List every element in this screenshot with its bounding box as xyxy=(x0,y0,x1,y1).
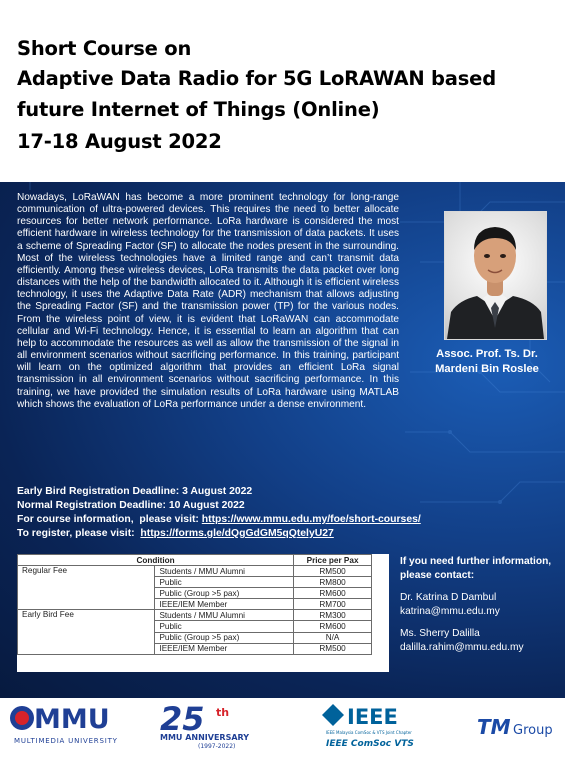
fee-category: Public (Group >5 pax) xyxy=(155,632,294,643)
anniv-years: (1997-2022) xyxy=(198,743,236,750)
fee-category: IEEE/IEM Member xyxy=(155,599,294,610)
anniversary-logo xyxy=(160,700,249,750)
fee-price: RM600 xyxy=(294,621,372,632)
anniv-text: MMU ANNIVERSARY xyxy=(160,733,250,742)
mmu-logo xyxy=(10,704,118,745)
fee-price: RM300 xyxy=(294,610,372,621)
tm-logo-text: TM xyxy=(477,715,511,739)
fee-price: RM500 xyxy=(294,643,372,654)
fee-price: RM600 xyxy=(294,588,372,599)
fee-type-regular: Regular Fee xyxy=(18,566,155,610)
speaker-fullname: Mardeni Bin Roslee xyxy=(435,363,539,375)
ieee-comsoc-vts: IEEE ComSoc VTS xyxy=(326,739,414,749)
register-line: To register, please visit: https://forms.gle/dQgGdGM5qQtelyU27 xyxy=(17,528,334,539)
fee-table-box xyxy=(17,554,389,672)
contact-heading-2: please contact: xyxy=(400,570,475,581)
ieee-logo xyxy=(322,704,414,749)
header xyxy=(0,0,565,182)
fee-price: RM500 xyxy=(294,566,372,577)
fee-table-header xyxy=(18,555,372,566)
info-panel xyxy=(0,182,565,698)
course-title-line-2: Adaptive Data Radio for 5G LoRAWAN based xyxy=(17,67,496,90)
fee-price: N/A xyxy=(294,632,372,643)
fee-category: Students / MMU Alumni xyxy=(155,610,294,621)
normal-deadline: Normal Registration Deadline: 10 August 2022 xyxy=(17,500,245,511)
fee-price: RM800 xyxy=(294,577,372,588)
early-bird-deadline: Early Bird Registration Deadline: 3 August 2022 xyxy=(17,486,253,497)
contact-heading-1: If you need further information, xyxy=(400,556,552,567)
ieee-text: IEEE xyxy=(347,705,398,729)
mmu-logo-text: MMU xyxy=(34,704,110,735)
register-link[interactable]: https://forms.gle/dQgGdGM5qQtelyU27 xyxy=(140,528,334,539)
fee-type-early-bird: Early Bird Fee xyxy=(18,610,155,654)
speaker-title: Assoc. Prof. Ts. Dr. xyxy=(436,348,538,360)
speaker-name xyxy=(408,347,565,377)
ieee-sub-text: IEEE Malaysia ComSoc & VTS Joint Chapter xyxy=(326,730,412,735)
course-title-line-3: future Internet of Things (Online) xyxy=(17,98,380,121)
fee-category: IEEE/IEM Member xyxy=(155,643,294,654)
course-info-link[interactable]: https://www.mmu.edu.my/foe/short-courses/ xyxy=(201,514,421,525)
contact-person-2-name: Ms. Sherry Dalilla xyxy=(400,628,480,639)
course-info-line: For course information, please visit: https://www.mmu.edu.my/foe/short-courses/ xyxy=(17,514,421,525)
anniv-th: th xyxy=(216,706,230,719)
tm-group-text: Group xyxy=(513,723,553,738)
speaker-photo xyxy=(444,211,547,340)
fee-category: Public xyxy=(155,621,294,632)
footer-logo-strip xyxy=(0,698,565,753)
table-row xyxy=(18,610,372,621)
fee-category: Public xyxy=(155,577,294,588)
fee-table xyxy=(17,554,372,655)
course-title-line-1: Short Course on xyxy=(17,37,192,60)
contact-person-1-email[interactable]: katrina@mmu.edu.my xyxy=(400,606,500,617)
contact-person-2-email[interactable]: dalilla.rahim@mmu.edu.my xyxy=(400,642,524,653)
tm-group-logo xyxy=(477,715,553,739)
table-row xyxy=(18,566,372,577)
fee-category: Public (Group >5 pax) xyxy=(155,588,294,599)
fee-price: RM700 xyxy=(294,599,372,610)
footer-logos xyxy=(0,698,565,753)
fee-category: Students / MMU Alumni xyxy=(155,566,294,577)
mmu-sub-text: MULTIMEDIA UNIVERSITY xyxy=(14,737,118,745)
course-description: Nowadays, LoRaWAN has become a more prominent technology for long-range communication of ultra-powered devices. This requires the need to better allocate resources for better network performance. LoRa hardware is considered the most efficient hardware in wireless technology for the transmission of data packets. It uses a scheme of Spreading Factor (SF) to allocate the nodes present in the surrounding. Most of the wireless technologies have a limited range and can’t transmit data efficiently. Among these wireless devices, LoRa transmits the data packet over long distances with the help of the bandwidth allocated to it. Although it is efficient wireless technology, it uses the Adaptive Data Rate (ADR) mechanism that allows adjusting the Spreading Factor (SF) and the transmission power (TP) for the various nodes. From the wireless point of view, it is evident that LoRaWAN can accommodate cellular and Wi-Fi technology. Hence, it is essential to learn an algorithm that can help to accommodate the resources as well as allow the transmission of the signal in all environment scenarios without sacrificing performance. In this training, participant will learn on the optimized algorithm that provides an efficient LoRa signal transmission in all environment scenarios without sacrificing performance. In this training, we have provided the simulation results of LoRa hardware using MATLAB which shows the evaluation of LoRa performance under a dense environment. xyxy=(17,192,399,410)
contact-person-1-name: Dr. Katrina D Dambul xyxy=(400,592,497,603)
price-header: Price per Pax xyxy=(294,555,372,566)
condition-header: Condition xyxy=(18,555,294,566)
anniv-number: 25 xyxy=(160,700,205,738)
course-dates: 17-18 August 2022 xyxy=(17,130,222,153)
